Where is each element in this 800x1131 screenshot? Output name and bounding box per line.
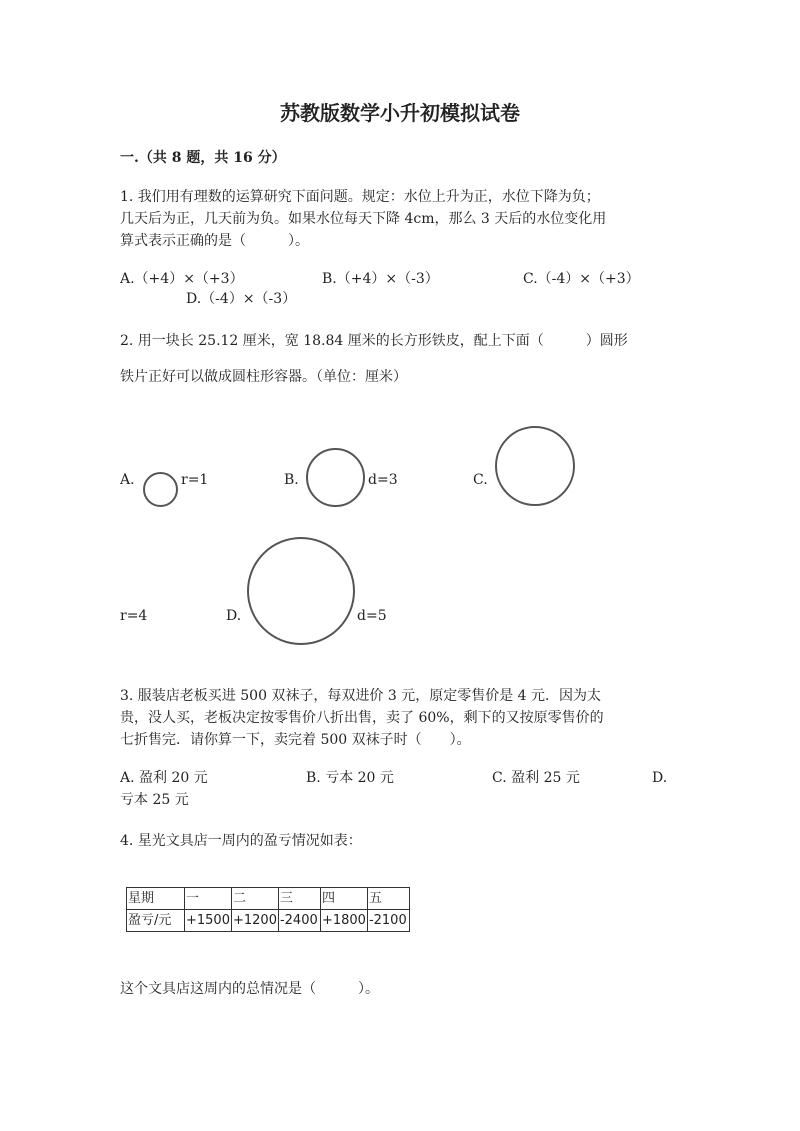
table-cell: 一 — [185, 888, 232, 910]
table-cell: -2400 — [278, 910, 320, 932]
q1-option-d: D.（-4）×（-3） — [186, 291, 297, 307]
q2-value-a: r=1 — [181, 472, 209, 488]
q3-option-a: A. 盈利 20 元 — [120, 770, 208, 786]
q2-value-b: d=3 — [368, 472, 398, 488]
table-cell: 盈亏/元 — [127, 910, 185, 932]
table-cell: +1800 — [320, 910, 367, 932]
q1-line: 1. 我们用有理数的运算研究下面问题。规定：水位上升为正，水位下降为负； — [120, 189, 600, 205]
q1-line: 算式表示正确的是（ ）。 — [120, 233, 309, 249]
table-cell: 五 — [367, 888, 409, 910]
q2-label-b: B. — [284, 472, 299, 488]
table-cell: 二 — [231, 888, 278, 910]
table-cell: 四 — [320, 888, 367, 910]
table-row — [127, 910, 410, 932]
q2-label-c: C. — [473, 472, 488, 488]
table-cell: -2100 — [367, 910, 409, 932]
q3-option-d-text: 亏本 25 元 — [120, 792, 189, 808]
table-row — [127, 888, 410, 910]
q4-question: 这个文具店这周内的总情况是（ ）。 — [120, 981, 379, 997]
q1-line: 几天后为正，几天前为负。如果水位每天下降 4cm，那么 3 天后的水位变化用 — [120, 211, 607, 227]
q2-label-a: A. — [120, 472, 135, 488]
q3-option-b: B. 亏本 20 元 — [306, 770, 394, 786]
profit-table — [126, 887, 410, 932]
q3-option-c: C. 盈利 25 元 — [492, 770, 580, 786]
q1-option-a: A.（+4）×（+3） — [120, 271, 244, 287]
q4-line: 4. 星光文具店一周内的盈亏情况如表： — [120, 833, 362, 849]
q2-value-c: r=4 — [120, 608, 148, 624]
circle-c — [495, 426, 575, 506]
section-header: 一.（共 8 题，共 16 分） — [120, 150, 286, 166]
q2-value-d: d=5 — [357, 608, 387, 624]
table-cell: 三 — [278, 888, 320, 910]
q2-label-d: D. — [226, 608, 242, 624]
q1-option-c: C.（-4）×（+3） — [523, 271, 640, 287]
q2-line: 2. 用一块长 25.12 厘米，宽 18.84 厘米的长方形铁皮，配上下面（ ）圆形 — [120, 333, 628, 349]
circle-a — [143, 472, 178, 507]
circle-d — [247, 537, 355, 645]
q3-option-d: D. — [652, 770, 668, 786]
circle-b — [306, 448, 365, 507]
q3-line: 贵，没人买，老板决定按零售价八折出售，卖了 60%，剩下的又按原零售价的 — [120, 710, 604, 726]
page-title: 苏教版数学小升初模拟试卷 — [280, 101, 520, 125]
table-cell: 星期 — [127, 888, 185, 910]
table-cell: +1500 — [185, 910, 232, 932]
q3-line: 3. 服装店老板买进 500 双袜子，每双进价 3 元，原定零售价是 4 元．因为太 — [120, 688, 602, 704]
q1-option-b: B.（+4）×（-3） — [322, 271, 439, 287]
table-cell: +1200 — [231, 910, 278, 932]
q2-line: 铁片正好可以做成圆柱形容器。（单位：厘米） — [120, 369, 407, 385]
q3-line: 七折售完．请你算一下，卖完着 500 双袜子时（ ）。 — [120, 732, 471, 748]
